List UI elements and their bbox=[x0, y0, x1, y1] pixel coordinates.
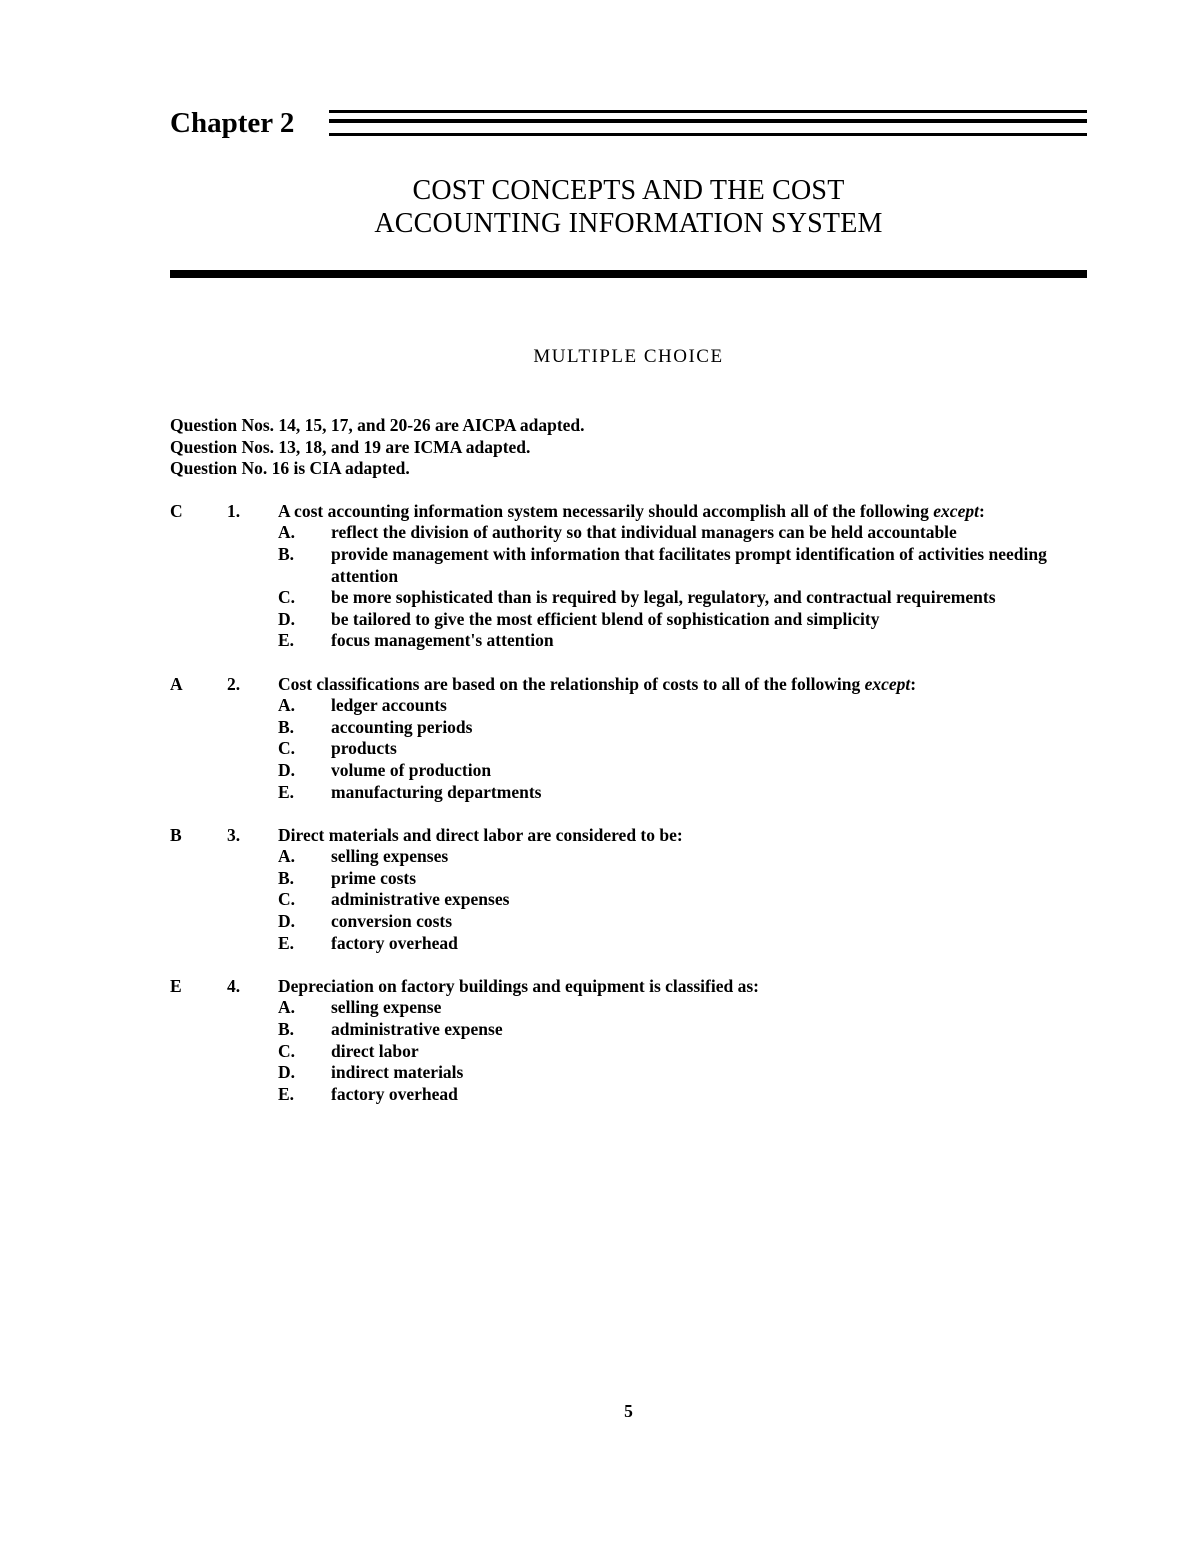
option-item bbox=[278, 738, 1100, 760]
question-header bbox=[170, 674, 1100, 696]
option-text: direct labor bbox=[331, 1040, 419, 1061]
header-rule-bottom bbox=[329, 133, 1087, 136]
option-letter: C. bbox=[278, 1040, 296, 1061]
option-text: factory overhead bbox=[331, 932, 458, 953]
option-letter: C. bbox=[278, 738, 296, 759]
option-item bbox=[278, 868, 1100, 890]
option-text: be more sophisticated than is required by legal, regulatory, and contractual requirements bbox=[331, 587, 996, 608]
option-text: selling expenses bbox=[331, 846, 449, 867]
question-stem bbox=[278, 976, 1100, 998]
option-item bbox=[278, 1084, 1100, 1106]
question-item bbox=[170, 976, 1100, 1106]
header-rule-middle bbox=[329, 119, 1087, 123]
option-letter: B. bbox=[278, 1019, 295, 1040]
question-stem-emphasis: except bbox=[864, 673, 911, 694]
question-stem-text: Cost classifications are based on the relationship of costs to all of the following bbox=[278, 673, 865, 694]
option-item bbox=[278, 1062, 1100, 1084]
option-text: be tailored to give the most efficient blend of sophistication and simplicity bbox=[331, 608, 880, 629]
option-letter: E. bbox=[278, 1083, 295, 1104]
option-text: provide management with information that facilitates prompt identification of activities needing attention bbox=[331, 543, 1047, 586]
option-list bbox=[278, 522, 1100, 652]
option-letter: A. bbox=[278, 695, 296, 716]
question-stem bbox=[278, 825, 1100, 847]
option-letter: C. bbox=[278, 587, 296, 608]
option-item bbox=[278, 1019, 1100, 1041]
option-item bbox=[278, 1041, 1100, 1063]
question-stem-suffix: : bbox=[910, 673, 917, 694]
option-text: administrative expense bbox=[331, 1019, 503, 1040]
option-letter: C. bbox=[278, 889, 296, 910]
chapter-title-line-1: COST CONCEPTS AND THE COST bbox=[412, 175, 845, 206]
question-item bbox=[170, 825, 1100, 955]
option-text: volume of production bbox=[331, 759, 492, 780]
option-letter: B. bbox=[278, 716, 295, 737]
chapter-title-line-2: ACCOUNTING INFORMATION SYSTEM bbox=[374, 208, 883, 239]
option-item bbox=[278, 630, 1100, 652]
option-letter: E. bbox=[278, 932, 295, 953]
page-number: 5 bbox=[624, 1401, 633, 1421]
option-item bbox=[278, 846, 1100, 868]
option-text: indirect materials bbox=[331, 1062, 464, 1083]
title-divider-rule bbox=[170, 270, 1087, 278]
option-item bbox=[278, 760, 1100, 782]
answer-key: E bbox=[170, 975, 182, 996]
question-list bbox=[170, 501, 1100, 1106]
option-text: selling expense bbox=[331, 997, 442, 1018]
question-stem bbox=[278, 674, 1100, 696]
question-header bbox=[170, 501, 1100, 523]
answer-key: B bbox=[170, 824, 182, 845]
option-list bbox=[278, 997, 1100, 1105]
option-list bbox=[278, 695, 1100, 803]
option-text: prime costs bbox=[331, 867, 417, 888]
option-letter: D. bbox=[278, 759, 296, 780]
option-text: administrative expenses bbox=[331, 889, 510, 910]
answer-key: A bbox=[170, 673, 183, 694]
note-line: Question No. 16 is CIA adapted. bbox=[170, 458, 410, 479]
question-stem-text: Depreciation on factory buildings and equipment is classified as: bbox=[278, 975, 759, 996]
question-number: 2. bbox=[227, 673, 241, 694]
option-item bbox=[278, 544, 1100, 587]
section-heading: MULTIPLE CHOICE bbox=[533, 346, 724, 367]
option-letter: D. bbox=[278, 911, 296, 932]
option-item bbox=[278, 997, 1100, 1019]
option-text: reflect the division of authority so that individual managers can be held accountable bbox=[331, 522, 957, 543]
question-stem-suffix: : bbox=[978, 500, 985, 521]
option-text: manufacturing departments bbox=[331, 781, 542, 802]
option-letter: B. bbox=[278, 543, 295, 564]
option-item bbox=[278, 933, 1100, 955]
option-item bbox=[278, 522, 1100, 544]
option-letter: A. bbox=[278, 997, 296, 1018]
chapter-title bbox=[170, 174, 1087, 240]
option-item bbox=[278, 889, 1100, 911]
option-letter: A. bbox=[278, 846, 296, 867]
option-item bbox=[278, 911, 1100, 933]
chapter-header-rules bbox=[329, 110, 1087, 142]
question-stem-emphasis: except bbox=[933, 500, 979, 521]
option-text: conversion costs bbox=[331, 911, 453, 932]
question-item bbox=[170, 674, 1100, 804]
option-letter: D. bbox=[278, 1062, 296, 1083]
question-header bbox=[170, 976, 1100, 998]
question-number: 1. bbox=[227, 500, 241, 521]
question-number: 4. bbox=[227, 975, 241, 996]
adaptation-notes bbox=[170, 415, 1100, 480]
option-item bbox=[278, 587, 1100, 609]
option-text: factory overhead bbox=[331, 1083, 458, 1104]
option-list bbox=[278, 846, 1100, 954]
option-letter: E. bbox=[278, 781, 295, 802]
note-line: Question Nos. 13, 18, and 19 are ICMA adapted. bbox=[170, 436, 531, 457]
answer-key: C bbox=[170, 500, 183, 521]
option-text: ledger accounts bbox=[331, 695, 447, 716]
question-number: 3. bbox=[227, 824, 241, 845]
content-body bbox=[170, 415, 1100, 1127]
option-text: accounting periods bbox=[331, 716, 473, 737]
question-header bbox=[170, 825, 1100, 847]
option-item bbox=[278, 609, 1100, 631]
question-stem-text: A cost accounting information system necessarily should accomplish all of the following bbox=[278, 500, 934, 521]
question-item bbox=[170, 501, 1100, 652]
note-line: Question Nos. 14, 15, 17, and 20-26 are AICPA adapted. bbox=[170, 415, 585, 435]
option-text: products bbox=[331, 738, 397, 759]
chapter-label: Chapter 2 bbox=[170, 107, 295, 139]
option-item bbox=[278, 695, 1100, 717]
option-item bbox=[278, 782, 1100, 804]
question-stem-text: Direct materials and direct labor are considered to be: bbox=[278, 824, 683, 845]
header-rule-top bbox=[329, 110, 1087, 113]
option-text: focus management's attention bbox=[331, 630, 554, 651]
option-letter: A. bbox=[278, 522, 296, 543]
option-item bbox=[278, 717, 1100, 739]
question-stem bbox=[278, 501, 1100, 523]
option-letter: D. bbox=[278, 608, 296, 629]
option-letter: E. bbox=[278, 630, 295, 651]
option-letter: B. bbox=[278, 867, 295, 888]
